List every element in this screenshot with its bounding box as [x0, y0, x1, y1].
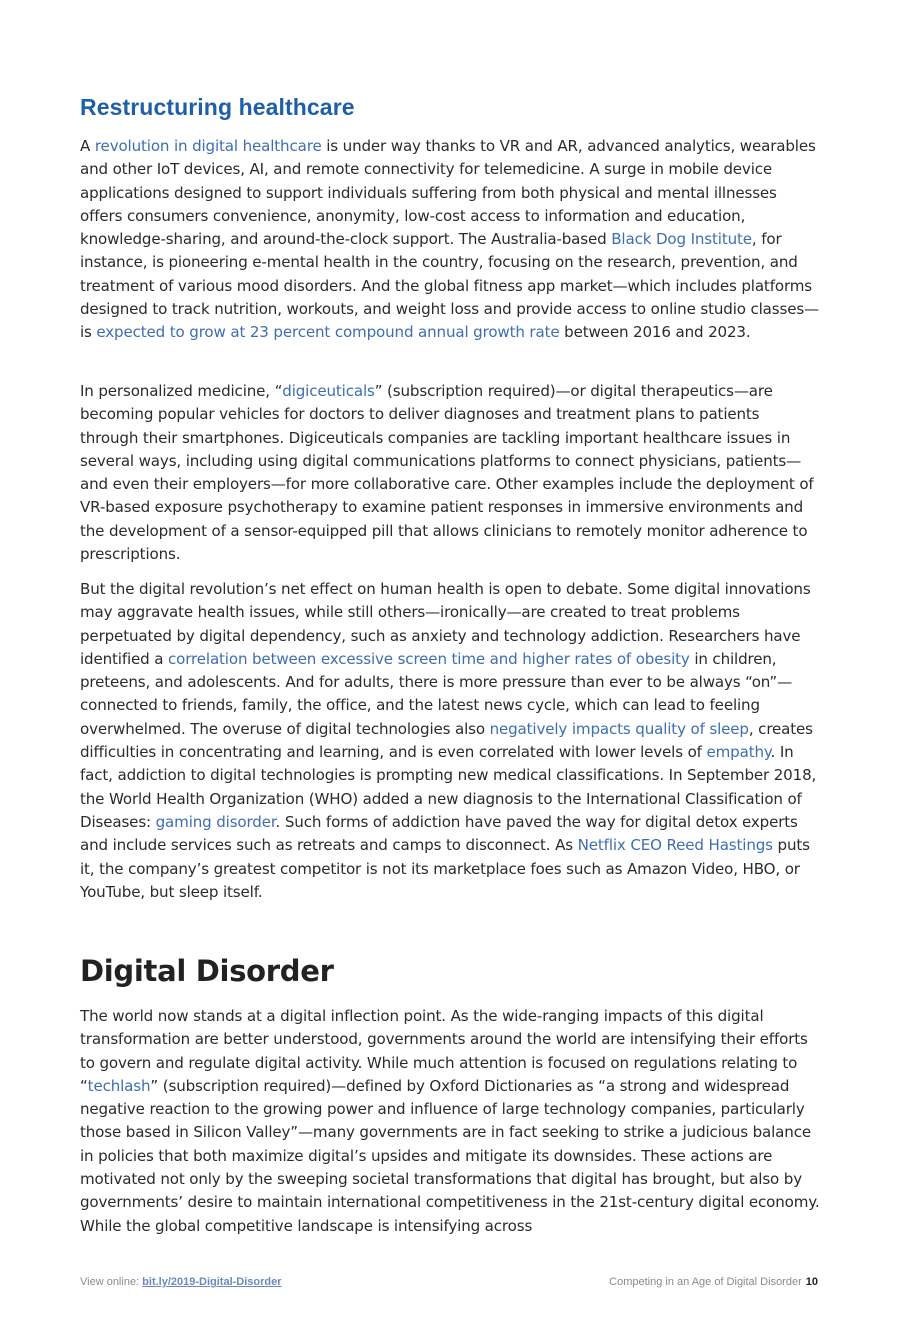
link-fitness-app-growth[interactable]: expected to grow at 23 percent compound annual growth rate — [96, 323, 560, 342]
link-black-dog-institute[interactable]: Black Dog Institute — [611, 230, 752, 249]
paragraph-healthcare-revolution — [80, 135, 820, 345]
paragraph-digiceuticals — [80, 380, 820, 566]
text: is under way thanks to VR and AR, advanced analytics, wearables and other IoT devices, AI, and remote connectivity for telemedicine. A surge in mobile device applications designed to support individuals suffering from both physical and mental illnesses offers consumers convenience, anonymity, low-cost access to information and education, knowledge-sharing, and around-the-clock support. The Australia-based — [80, 137, 816, 249]
text: in children, preteens, and adolescents. And for adults, there is more pressure than ever to be always “on”—connected to friends, family, the office, and the latest news cycle, which can lead to feeling overwhelmed. The overuse of digital technologies also — [80, 649, 793, 738]
page-number: 10 — [805, 1276, 818, 1288]
link-screen-time-obesity[interactable]: correlation between excessive screen time and higher rates of obesity — [168, 649, 690, 668]
footer-view-link[interactable]: bit.ly/2019-Digital-Disorder — [142, 1276, 282, 1288]
footer-view-label: View online: — [80, 1276, 143, 1288]
link-sleep-quality[interactable]: negatively impacts quality of sleep — [489, 719, 749, 738]
link-empathy[interactable]: empathy — [706, 743, 771, 762]
paragraph-digital-inflection — [80, 1005, 820, 1238]
text: . Such forms of addiction have paved the way for digital detox experts and include services such as retreats and camps to disconnect. As — [80, 812, 798, 855]
footer-doc-title: Competing in an Age of Digital Disorder — [609, 1276, 802, 1288]
text: between 2016 and 2023. — [559, 323, 751, 342]
text: , creates difficulties in concentrating and learning, and is even correlated with lower levels of — [80, 719, 813, 762]
text: ” (subscription required)—defined by Oxford Dictionaries as “a strong and widespread negative reaction to the growing power and influence of large technology companies, particularly those based in Silicon Valley”—many governments are in fact seeking to strike a judicious balance in policies that both maximize digital’s upsides and mitigate its downsides. These actions are motivated not only by the sweeping societal transformations that digital has brought, but also by governments’ desire to maintain international competitiveness in the 21st-century digital economy. While the global competitive landscape is intensifying across — [80, 1076, 820, 1235]
text: In personalized medicine, “ — [80, 382, 283, 400]
link-digiceuticals[interactable]: digiceuticals — [282, 382, 375, 400]
text: , for instance, is pioneering e-mental health in the country, focusing on the research, prevention, and treatment of various mood disorders. And the global fitness app market—which includes platforms designed to track nutrition, workouts, and weight loss and provide access to online studio classes—is — [80, 230, 819, 342]
section-heading: Digital Disorder — [80, 954, 334, 988]
link-gaming-disorder[interactable]: gaming disorder — [155, 812, 276, 831]
link-netflix-ceo[interactable]: Netflix CEO Reed Hastings — [577, 836, 773, 855]
text: A — [80, 137, 95, 155]
text: The world now stands at a digital inflection point. As the wide-ranging impacts of this digital transformation are better understood, governments around the world are intensifying their efforts to govern and regulate digital activity. While much attention is focused on regulations relating to “ — [80, 1007, 808, 1095]
section-subheading: Restructuring healthcare — [80, 94, 355, 120]
text: But the digital revolution’s net effect on human health is open to debate. Some digital innovations may aggravate health issues, while still others—ironically—are created to treat problems perpetuated by digital dependency, such as anxiety and technology addiction. Researchers have identified a — [80, 580, 811, 668]
text: . In fact, addiction to digital technologies is prompting new medical classifications. In September 2018, the World Health Organization (WHO) added a new diagnosis to the International Classification of Diseases: — [80, 743, 817, 831]
text: puts it, the company’s greatest competitor is not its marketplace foes such as Amazon Video, HBO, or YouTube, but sleep itself. — [80, 836, 810, 901]
paragraph-health-debate — [80, 578, 820, 904]
footer-doc-info — [609, 1276, 818, 1288]
text: ” (subscription required)—or digital therapeutics—are becoming popular vehicles for doctors to deliver diagnoses and treatment plans to patients through their smartphones. Digiceuticals companies are tackling important healthcare issues in several ways, including using digital communications platforms to connect physicians, patients—and even their employers—for more collaborative care. Other examples include the deployment of VR-based exposure psychotherapy to examine patient responses in immersive environments and the development of a sensor-equipped pill that allows clinicians to remotely monitor adherence to prescriptions. — [80, 382, 814, 564]
footer-view-online — [80, 1276, 282, 1288]
link-revolution-digital-healthcare[interactable]: revolution in digital healthcare — [94, 137, 322, 155]
link-techlash[interactable]: techlash — [87, 1076, 151, 1095]
